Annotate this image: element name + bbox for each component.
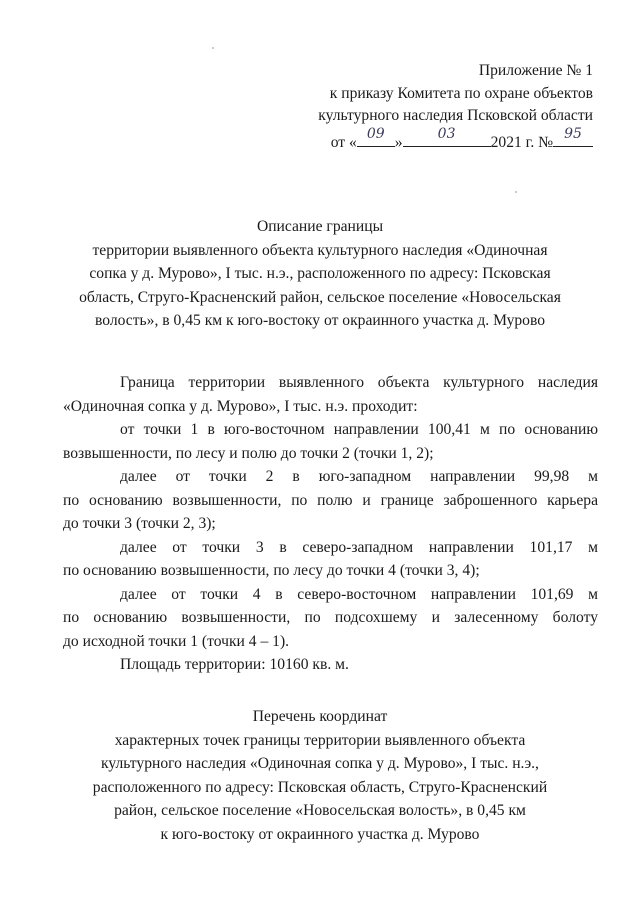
date-day-field [357, 125, 395, 147]
segment-1-line: возвышенности, по лесу и полю до точки 2 (точки 1, 2); [63, 444, 434, 462]
segment-2-line: далее от точки 2 в юго-западном направлении 99,98 м [120, 468, 598, 485]
description-subtitle-line: территории выявленного объекта культурного наследия «Одиночная [92, 241, 548, 259]
date-year: 2021 г. № [490, 133, 553, 151]
territory-area: Площадь территории: 10160 кв. м. [120, 656, 349, 673]
order-number-handwritten: 95 [564, 125, 582, 142]
scan-speck [212, 47, 214, 49]
segment-2-line: по основанию возвышенности, по полю и границе заброшенного карьера [63, 491, 598, 509]
segment-3-line: далее от точки 3 в северо-западном направлении 101,17 м [120, 538, 598, 556]
description-heading: Описание границы [256, 218, 384, 235]
description-subtitle-line: волость», в 0,45 км к юго-востоку от окраинного участка д. Мурово [94, 312, 546, 329]
date-month-field [403, 125, 491, 147]
date-prefix: от « [330, 133, 357, 151]
scan-speck [515, 191, 517, 193]
appendix-date-line [318, 125, 593, 155]
date-quote-close: » [394, 133, 403, 151]
segment-4-line: до исходной точки 1 (точки 4 – 1). [63, 632, 290, 650]
coordinates-heading: Перечень координат [252, 708, 388, 725]
appendix-committee: культурного наследия Псковской области [318, 107, 593, 124]
coordinates-subtitle-line: расположенного по адресу: Псковская область, Струго-Красненский [92, 778, 548, 796]
segment-4-line: далее от точки 4 в северо-восточном направлении 101,69 м [120, 585, 598, 603]
segment-2-line: до точки 3 (точки 2, 3); [63, 515, 216, 532]
order-number-field [553, 125, 593, 147]
coordinates-subtitle-line: характерных точек границы территории выявленного объекта [114, 731, 526, 749]
boundary-intro-line: «Одиночная сопка у д. Мурово», I тыс. н.э. проходит: [63, 397, 418, 415]
description-subtitle-line: сопка у д. Мурово», I тыс. н.э., расположенного по адресу: Псковская [89, 265, 551, 282]
date-month-handwritten: 03 [437, 125, 456, 142]
segment-3-line: по основанию возвышенности, по лесу до точки 4 (точки 3, 4); [63, 562, 480, 579]
segment-1-line: от точки 1 в юго-восточном направлении 100,41 м по основанию [120, 421, 598, 438]
coordinates-subtitle-line: культурного наследия «Одиночная сопка у д. Мурово», I тыс. н.э., [101, 755, 539, 772]
coordinates-subtitle-line: к юго-востоку от окраинного участка д. Мурово [160, 825, 480, 843]
boundary-intro-line: Граница территории выявленного объекта культурного наследия [120, 374, 598, 391]
boundary-description [63, 371, 598, 677]
coordinates-subtitle-line: район, сельское поселение «Новосельская волость», в 0,45 км [114, 802, 526, 819]
date-day-handwritten: 09 [366, 125, 385, 142]
description-subtitle-line: область, Струго-Красненский район, сельское поселение «Новосельская [79, 288, 561, 306]
appendix-order-ref: к приказу Комитета по охране объектов [329, 84, 593, 102]
segment-4-line: по основанию возвышенности, по подсохшему и залесенному болоту [63, 609, 598, 626]
appendix-number: Приложение № 1 [478, 62, 593, 79]
appendix-header [318, 60, 593, 154]
description-title [0, 215, 640, 333]
coordinates-title [0, 705, 640, 846]
